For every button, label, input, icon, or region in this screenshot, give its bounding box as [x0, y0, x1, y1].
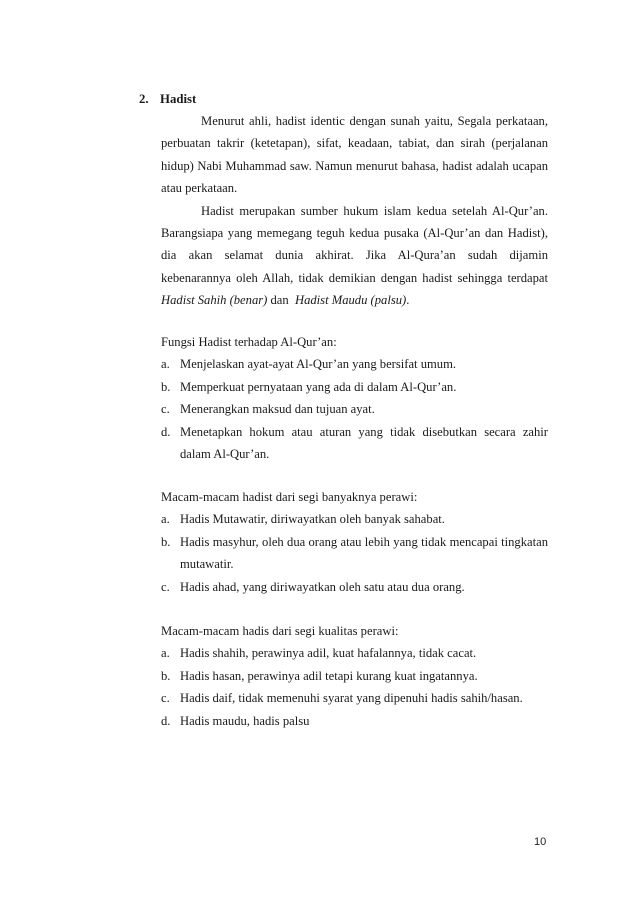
list-item: c. Hadis daif, tidak memenuhi syarat yang dipenuhi hadis sahih/hasan.	[161, 691, 523, 706]
list-item: a. Hadis shahih, perawinya adil, kuat hafalannya, tidak cacat.	[161, 646, 477, 661]
section-title: Hadist	[160, 92, 197, 106]
list-label: Fungsi Hadist terhadap Al-Qur’an:	[161, 335, 337, 349]
list-item: b. Hadis masyhur, oleh dua orang atau lebih yang tidak mencapai tingkatan mutawatir.	[161, 534, 548, 572]
body-paragraphs	[161, 110, 548, 312]
list-item: c. Menerangkan maksud dan tujuan ayat.	[161, 402, 375, 417]
list-item: c. Hadis ahad, yang diriwayatkan oleh satu atau dua orang.	[161, 579, 465, 594]
page-number: 10	[534, 836, 547, 848]
list-fungsi-hadist	[161, 331, 548, 465]
list-items	[161, 642, 548, 732]
list-label: Macam-macam hadis dari segi kualitas perawi:	[161, 624, 399, 638]
list-item: d. Hadis maudu, hadis palsu	[161, 713, 310, 728]
list-item: b. Hadis hasan, perawinya adil tetapi kurang kuat ingatannya.	[161, 668, 478, 683]
list-item: b. Memperkuat pernyataan yang ada di dalam Al-Qur’an.	[161, 379, 457, 394]
section-heading	[139, 92, 196, 107]
list-banyak-perawi	[161, 486, 548, 598]
list-items	[161, 508, 548, 598]
list-label: Macam-macam hadist dari segi banyaknya perawi:	[161, 490, 418, 504]
paragraph-source-of-law: Hadist merupakan sumber hukum islam kedua setelah Al-Qur’an. Barangsiapa yang memegang teguh kedua pusaka (Al-Qur’an dan Hadist), dia akan selamat dunia akhirat. Jika Al-Qura’an sudah dijamin kebenarannya oleh Allah, tidak demikian dengan hadist sehingga terdapat Hadist Sahih (benar) dan Hadist Maudu (palsu).	[161, 203, 548, 308]
list-kualitas-perawi	[161, 620, 548, 732]
paragraph-definition: Menurut ahli, hadist identic dengan sunah yaitu, Segala perkataan, perbuatan takrir (ketetapan), sifat, keadaan, tabiat, dan sirah (perjalanan hidup) Nabi Muhammad saw. Namun menurut bahasa, hadist adalah ucapan atau perkataan.	[161, 114, 548, 196]
list-items	[161, 353, 548, 465]
term-hadist-sahih: Hadist Sahih (benar)	[161, 293, 268, 308]
section-number: 2.	[139, 92, 149, 106]
list-item: d. Menetapkan hokum atau aturan yang tidak disebutkan secara zahir dalam Al-Qur’an.	[161, 424, 548, 462]
list-item: a. Menjelaskan ayat-ayat Al-Qur’an yang bersifat umum.	[161, 357, 457, 372]
list-item: a. Hadis Mutawatir, diriwayatkan oleh banyak sahabat.	[161, 512, 445, 527]
term-hadist-maudu: Hadist Maudu (palsu)	[294, 293, 407, 308]
